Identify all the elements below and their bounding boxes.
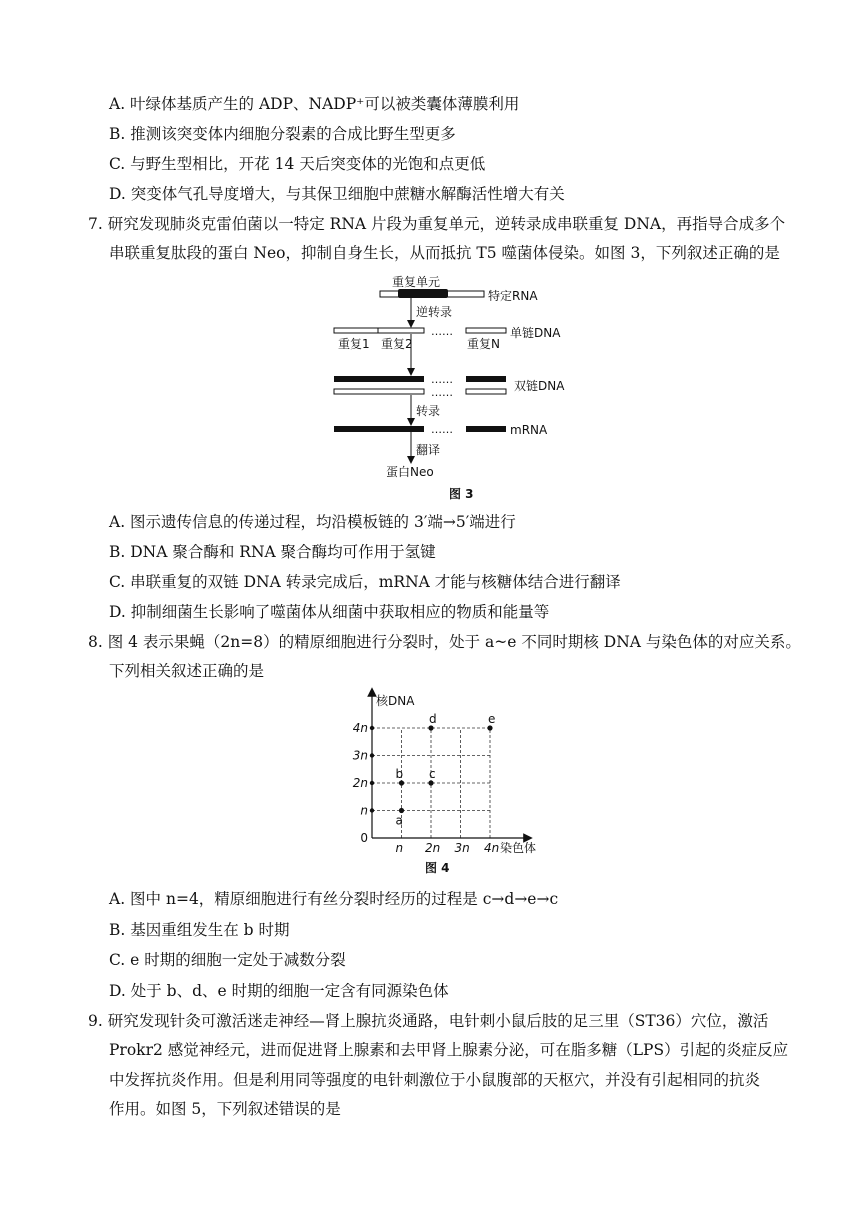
- data-point-e: [487, 725, 492, 730]
- data-label-b: b: [395, 767, 404, 781]
- q9-stem-line2: Prokr2 感觉神经元，进而促进肾上腺素和去甲肾上腺素分泌，可在脂多糖（LPS）引起的炎症反应: [109, 1041, 789, 1059]
- q7-option-a: A. 图示遗传信息的传递过程，均沿模板链的 3′端→5′端进行: [109, 513, 516, 531]
- q8-option-d: D. 处于 b、d、e 时期的细胞一定含有同源染色体: [109, 982, 449, 1000]
- data-label-c: c: [429, 767, 436, 781]
- x-axis-label: 染色体: [500, 841, 537, 855]
- q9-stem-line1: 9. 研究发现针灸可激活迷走神经—肾上腺抗炎通路，电针刺小鼠后肢的足三里（ST36）穴位，激活: [88, 1012, 769, 1030]
- data-label-d: d: [429, 712, 437, 726]
- fig3-repeat-unit-label: 重复单元: [392, 275, 441, 289]
- y-tick-dot: [370, 808, 374, 812]
- y-tick-label: n: [360, 803, 368, 818]
- fig3-reverse-transcription-label: 逆转录: [416, 305, 453, 319]
- q9-stem-line4: 作用。如图 5，下列叙述错误的是: [109, 1100, 341, 1118]
- fig3-dsdna-label: 双链DNA: [514, 379, 565, 393]
- fig3-ssdna-right: [466, 328, 506, 333]
- q6-option-a: A. 叶绿体基质产生的 ADP、NADP⁺可以被类囊体薄膜利用: [109, 95, 520, 113]
- y-tick-dot: [370, 781, 374, 785]
- fig3-dsdna-top-right: [466, 376, 506, 382]
- fig3-translation-label: 翻译: [416, 443, 441, 457]
- q6-option-d: D. 突变体气孔导度增大，与其保卫细胞中蔗糖水解酶活性增大有关: [109, 185, 565, 203]
- fig3-mrna-label: mRNA: [510, 423, 548, 437]
- data-point-a: [399, 808, 404, 813]
- q7-option-b: B. DNA 聚合酶和 RNA 聚合酶均可作用于氢键: [109, 543, 436, 561]
- fig3-repeatN-label: 重复N: [467, 337, 500, 351]
- q8-option-b: B. 基因重组发生在 b 时期: [109, 921, 290, 939]
- y-tick-label: 2n: [352, 776, 368, 790]
- q7-stem-line1: 7. 研究发现肺炎克雷伯菌以一特定 RNA 片段为重复单元，逆转录成串联重复 DNA，再指导合成多个: [88, 215, 786, 233]
- data-point-d: [428, 725, 433, 730]
- data-point-c: [428, 780, 433, 785]
- q7-stem-line2: 串联重复肽段的蛋白 Neo，抑制自身生长，从而抵抗 T5 噬菌体侵染。如图 3，下列叙述正确的是: [109, 244, 780, 262]
- data-label-e: e: [488, 712, 496, 726]
- fig3-mrna-right: [466, 426, 506, 432]
- y-tick-dot: [370, 726, 374, 730]
- y-axis-label: 核DNA: [376, 694, 415, 708]
- fig3-caption: 图 3: [449, 487, 474, 501]
- q9-stem-line3: 中发挥抗炎作用。但是利用同等强度的电针刺激位于小鼠腹部的天枢穴，并没有引起相同的抗炎: [109, 1071, 761, 1089]
- q7-option-d: D. 抑制细菌生长影响了噬菌体从细菌中获取相应的物质和能量等: [109, 603, 550, 621]
- data-label-a: a: [395, 813, 403, 828]
- y-tick-dot: [370, 753, 374, 757]
- q8-stem-line1: 8. 图 4 表示果蝇（2n=8）的精原细胞进行分裂时，处于 a~e 不同时期核 DNA 与染色体的对应关系。: [88, 633, 801, 651]
- fig3-repeat-unit-block: [398, 289, 448, 298]
- fig3-repeat1-label: 重复1: [338, 337, 370, 351]
- x-tick-label: n: [395, 841, 404, 855]
- y-tick-label: 4n: [352, 721, 368, 735]
- q6-option-c: C. 与野生型相比，开花 14 天后突变体的光饱和点更低: [109, 155, 486, 173]
- fig3-dsdna-bottom-right: [466, 389, 506, 394]
- fig4-caption: 图 4: [425, 861, 450, 875]
- fig3-protein-label: 蛋白Neo: [386, 465, 434, 479]
- fig3-dsdna-top-left: [334, 376, 424, 382]
- fig3-ssdna-label: 单链DNA: [510, 326, 561, 340]
- fig3-ssdna-left: [334, 328, 424, 333]
- fig3-ellipsis-1: ……: [431, 325, 453, 338]
- q6-option-b: B. 推测该突变体内细胞分裂素的合成比野生型更多: [109, 125, 456, 143]
- y-tick-label: 0: [360, 831, 368, 845]
- q8-option-a: A. 图中 n=4，精原细胞进行有丝分裂时经历的过程是 c→d→e→c: [109, 890, 559, 908]
- fig3-repeat2-label: 重复2: [381, 337, 413, 351]
- fig3-ellipsis-4: ……: [431, 423, 453, 436]
- fig3-rna-label: 特定RNA: [488, 289, 538, 303]
- x-tick-label: 3n: [454, 841, 470, 855]
- x-tick-label: 4n: [484, 841, 500, 855]
- fig3-dsdna-bottom-left: [334, 389, 424, 394]
- q7-option-c: C. 串联重复的双链 DNA 转录完成后，mRNA 才能与核糖体结合进行翻译: [109, 573, 621, 591]
- fig3-transcription-label: 转录: [416, 404, 441, 418]
- q8-option-c: C. e 时期的细胞一定处于减数分裂: [109, 951, 346, 969]
- fig3-ellipsis-2: ……: [431, 373, 453, 386]
- figure-4-chart: [0, 685, 867, 885]
- fig3-ellipsis-3: ……: [431, 386, 453, 399]
- x-tick-label: 2n: [425, 841, 441, 855]
- fig3-mrna-left: [334, 426, 424, 432]
- figure-3-diagram: [0, 270, 867, 510]
- q8-stem-line2: 下列相关叙述正确的是: [109, 662, 265, 680]
- data-point-b: [399, 780, 404, 785]
- y-tick-label: 3n: [352, 748, 368, 763]
